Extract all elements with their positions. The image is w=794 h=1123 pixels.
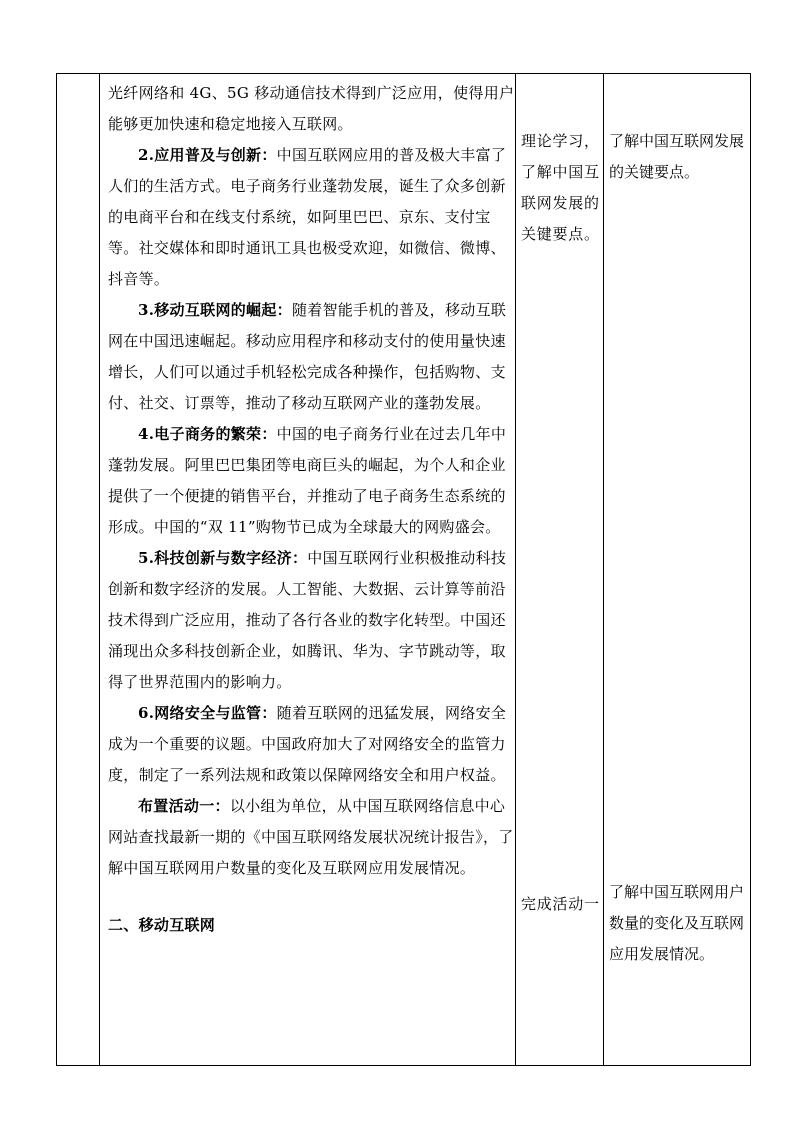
list-item (108, 698, 515, 791)
left-margin-cell (57, 74, 100, 1066)
item-title: 6.网络安全与监管： (138, 704, 277, 722)
student-activity-cell (516, 74, 604, 1066)
student-activity-block-2: 完成活动一 (521, 895, 599, 913)
list-item (108, 140, 515, 295)
item-title: 5.科技创新与数字经济： (138, 549, 308, 567)
section-heading: 二、移动互联网 (108, 916, 216, 934)
item-text: 中国互联网行业积极推动科技创新和数字经济的发展。人工智能、大数据、云计算等前沿技术得到广泛应用，推动了各行各业的数字化转型。中国还涌现出众多科技创新企业，如腾讯、华为、字节跳动等，取得了世界范围内的影响力。 (108, 549, 507, 691)
teaching-content-cell (100, 74, 516, 1066)
item-text: 中国互联网应用的普及极大丰富了人们的生活方式。电子商务行业蓬勃发展，诞生了众多创新的电商平台和在线支付系统，如阿里巴巴、京东、支付宝等。社交媒体和即时通讯工具也极受欢迎，如微信、微博、抖音等。 (108, 146, 507, 288)
activity-text: 以小组为单位，从中国互联网络信息中心网站查找最新一期的《中国互联网络发展状况统计报告》，了解中国互联网用户数量的变化及互联网应用发展情况。 (108, 797, 514, 877)
list-item (108, 419, 515, 543)
item-text: 随着智能手机的普及，移动互联网在中国迅速崛起。移动应用程序和移动支付的使用量快速增长，人们可以通过手机轻松完成各种操作，包括购物、支付、社交、订票等，推动了移动互联网产业的蓬勃发展。 (108, 301, 507, 412)
table-row (57, 74, 751, 1066)
item-title: 2.应用普及与创新： (138, 146, 277, 164)
item-text: 随着互联网的迅猛发展，网络安全成为一个重要的议题。中国政府加大了对网络安全的监管力度，制定了一系列法规和政策以保障网络安全和用户权益。 (108, 704, 507, 784)
activity-title: 布置活动一： (138, 797, 230, 815)
item-text: 中国的电子商务行业在过去几年中蓬勃发展。阿里巴巴集团等电商巨头的崛起，为个人和企业提供了一个便捷的销售平台，并推动了电子商务生态系统的形成。中国的“双 11”购物节已成为全球最大的网购盛会。 (108, 425, 507, 536)
item-title: 4.电子商务的繁荣： (138, 425, 277, 443)
design-intent-block-1: 了解中国互联网发展的关键要点。 (609, 132, 745, 181)
activity-paragraph (108, 791, 515, 884)
design-intent-cell (604, 74, 751, 1066)
student-activity-block-1: 理论学习，了解中国互联网发展的关键要点。 (521, 132, 599, 243)
design-intent-block-2: 了解中国互联网用户数量的变化及互联网应用发展情况。 (609, 883, 745, 963)
lesson-plan-table (56, 73, 751, 1066)
intro-paragraph: 光纤网络和 4G、5G 移动通信技术得到广泛应用，使得用户能够更加快速和稳定地接入互联网。 (108, 84, 515, 133)
item-title: 3.移动互联网的崛起： (138, 301, 292, 319)
list-item (108, 295, 515, 419)
list-item (108, 543, 515, 698)
